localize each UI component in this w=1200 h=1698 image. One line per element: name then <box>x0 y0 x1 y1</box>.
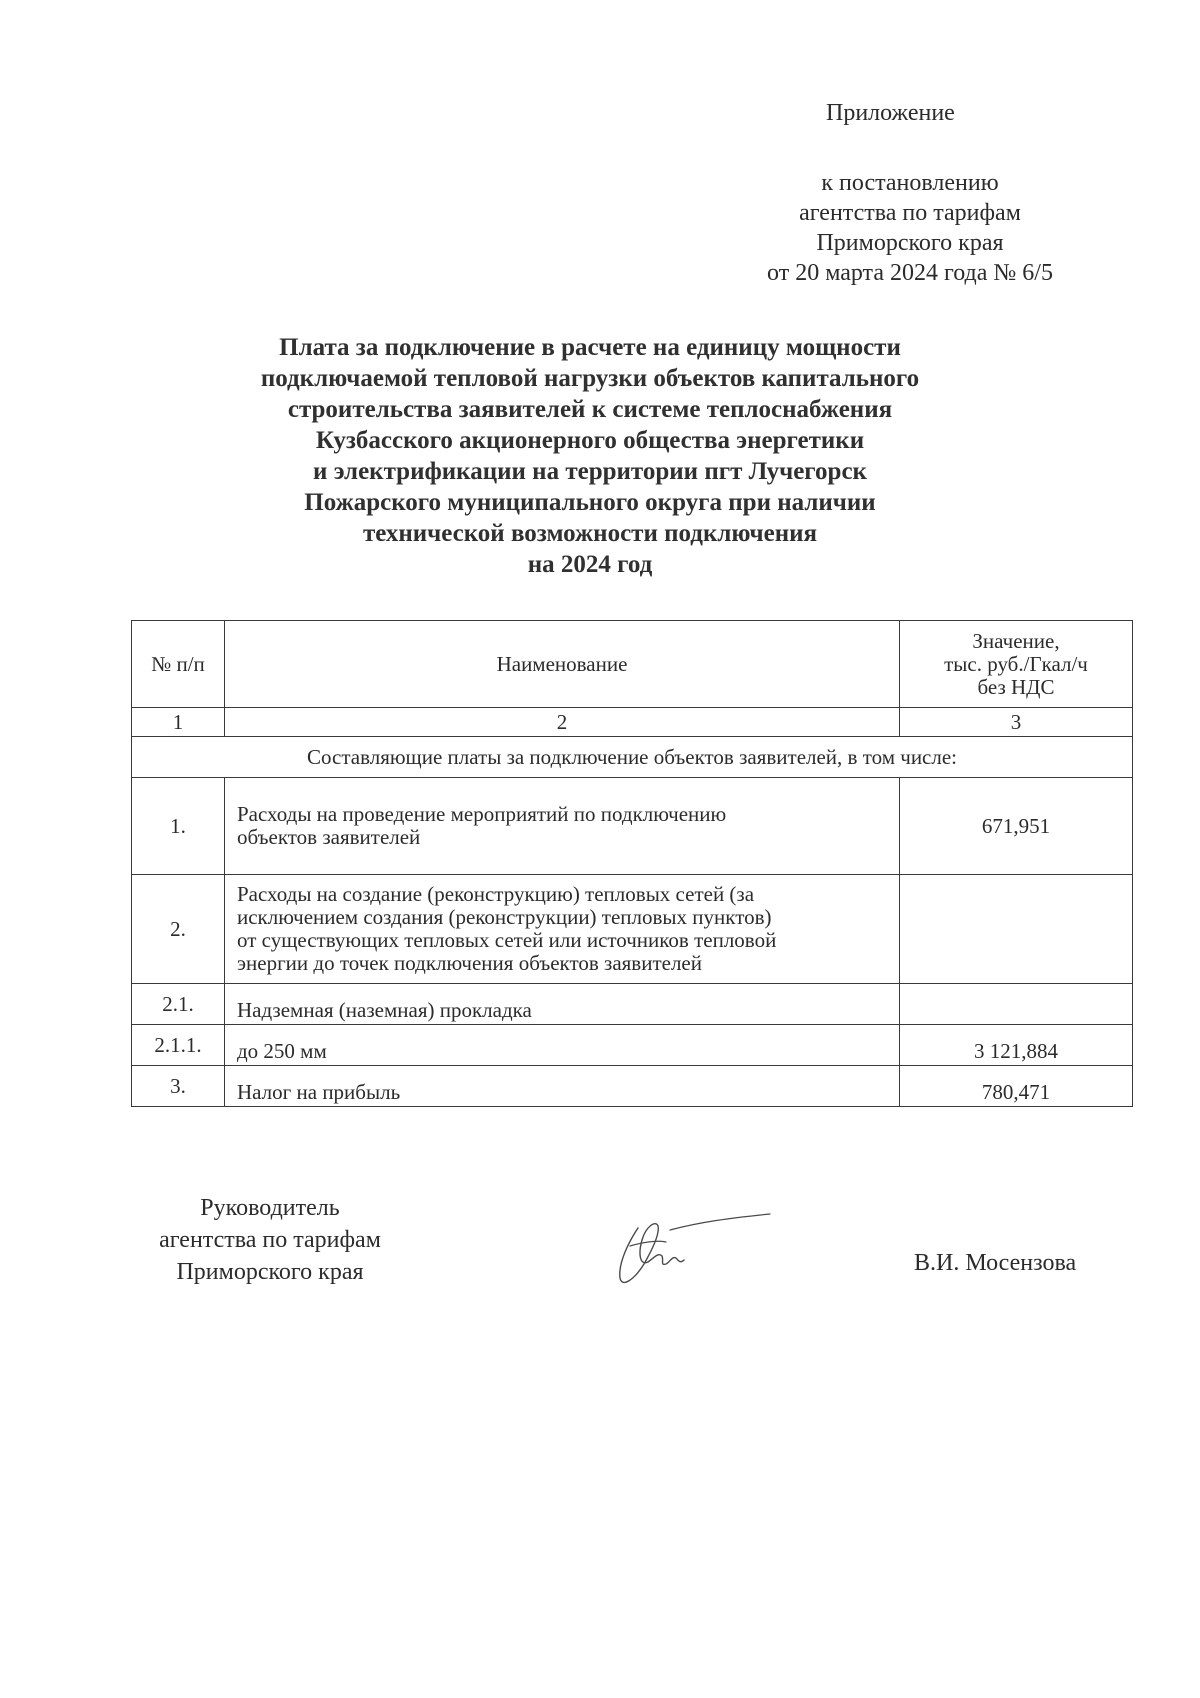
row-name <box>225 875 900 984</box>
row-value: 3 121,884 <box>900 1025 1133 1066</box>
table-row <box>132 984 1133 1025</box>
title-line: Кузбасского акционерного общества энергетики <box>315 427 865 454</box>
title-line: и электрификации на территории пгт Лучегорск <box>313 458 867 485</box>
section-row <box>132 737 1133 778</box>
signer-title <box>120 1192 420 1288</box>
row-name-line: объектов заявителей <box>237 825 421 849</box>
header-value-line: без НДС <box>977 674 1055 699</box>
header-num: № п/п <box>132 621 225 708</box>
decree-reference <box>700 168 1120 288</box>
column-index: 1 <box>132 708 225 737</box>
row-name-line: Надземная (наземная) прокладка <box>237 998 532 1022</box>
header-value-line: тыс. руб./Гкал/ч <box>944 651 1088 676</box>
title-line: строительства заявителей к системе теплоснабжения <box>287 396 893 423</box>
row-value: 780,471 <box>900 1066 1133 1107</box>
title-line: Плата за подключение в расчете на единицу мощности <box>279 334 901 361</box>
handwritten-signature <box>600 1200 780 1300</box>
table-row <box>132 875 1133 984</box>
row-name-line: Налог на прибыль <box>237 1080 401 1104</box>
header-value <box>900 621 1133 708</box>
appendix-label: Приложение <box>826 100 955 126</box>
row-name-line: до 250 мм <box>237 1039 327 1063</box>
row-value <box>900 875 1133 984</box>
signer-name: В.И. Мосензова <box>914 1250 1077 1276</box>
row-name-line: Расходы на создание (реконструкцию) тепловых сетей (за <box>237 882 755 906</box>
column-index: 3 <box>900 708 1133 737</box>
signer-title-line: агентства по тарифам <box>159 1227 381 1253</box>
fee-table <box>131 620 1133 1107</box>
row-name-line: исключением создания (реконструкции) тепловых пунктов) <box>237 905 772 929</box>
table-header-row <box>132 621 1133 708</box>
row-num: 2.1.1. <box>132 1025 225 1066</box>
column-index: 2 <box>225 708 900 737</box>
decree-line: Приморского края <box>816 230 1004 256</box>
title-line: технической возможности подключения <box>362 520 818 547</box>
row-value <box>900 984 1133 1025</box>
table-row <box>132 778 1133 875</box>
row-name <box>225 1025 900 1066</box>
column-index-row <box>132 708 1133 737</box>
document-title <box>180 332 1000 580</box>
row-name-line: энергии до точек подключения объектов заявителей <box>237 951 702 975</box>
row-num: 3. <box>132 1066 225 1107</box>
signer-title-line: Приморского края <box>176 1259 364 1285</box>
decree-line: к постановлению <box>821 170 999 196</box>
row-name <box>225 984 900 1025</box>
row-name <box>225 778 900 875</box>
title-line: Пожарского муниципального округа при наличии <box>304 489 876 516</box>
row-num: 1. <box>132 778 225 875</box>
row-num: 2. <box>132 875 225 984</box>
row-value: 671,951 <box>900 778 1133 875</box>
row-name-line: от существующих тепловых сетей или источников тепловой <box>237 928 777 952</box>
decree-line: от 20 марта 2024 года № 6/5 <box>767 260 1053 286</box>
title-line: на 2024 год <box>527 551 653 578</box>
row-num: 2.1. <box>132 984 225 1025</box>
table-row <box>132 1066 1133 1107</box>
title-line: подключаемой тепловой нагрузки объектов капитального <box>260 365 920 392</box>
decree-line: агентства по тарифам <box>799 200 1021 226</box>
signer-title-line: Руководитель <box>200 1195 340 1221</box>
section-label: Составляющие платы за подключение объектов заявителей, в том числе: <box>132 737 1133 778</box>
row-name-line: Расходы на проведение мероприятий по подключению <box>237 802 727 826</box>
table-row <box>132 1025 1133 1066</box>
header-value-line: Значение, <box>972 628 1060 653</box>
row-name <box>225 1066 900 1107</box>
header-name: Наименование <box>225 621 900 708</box>
